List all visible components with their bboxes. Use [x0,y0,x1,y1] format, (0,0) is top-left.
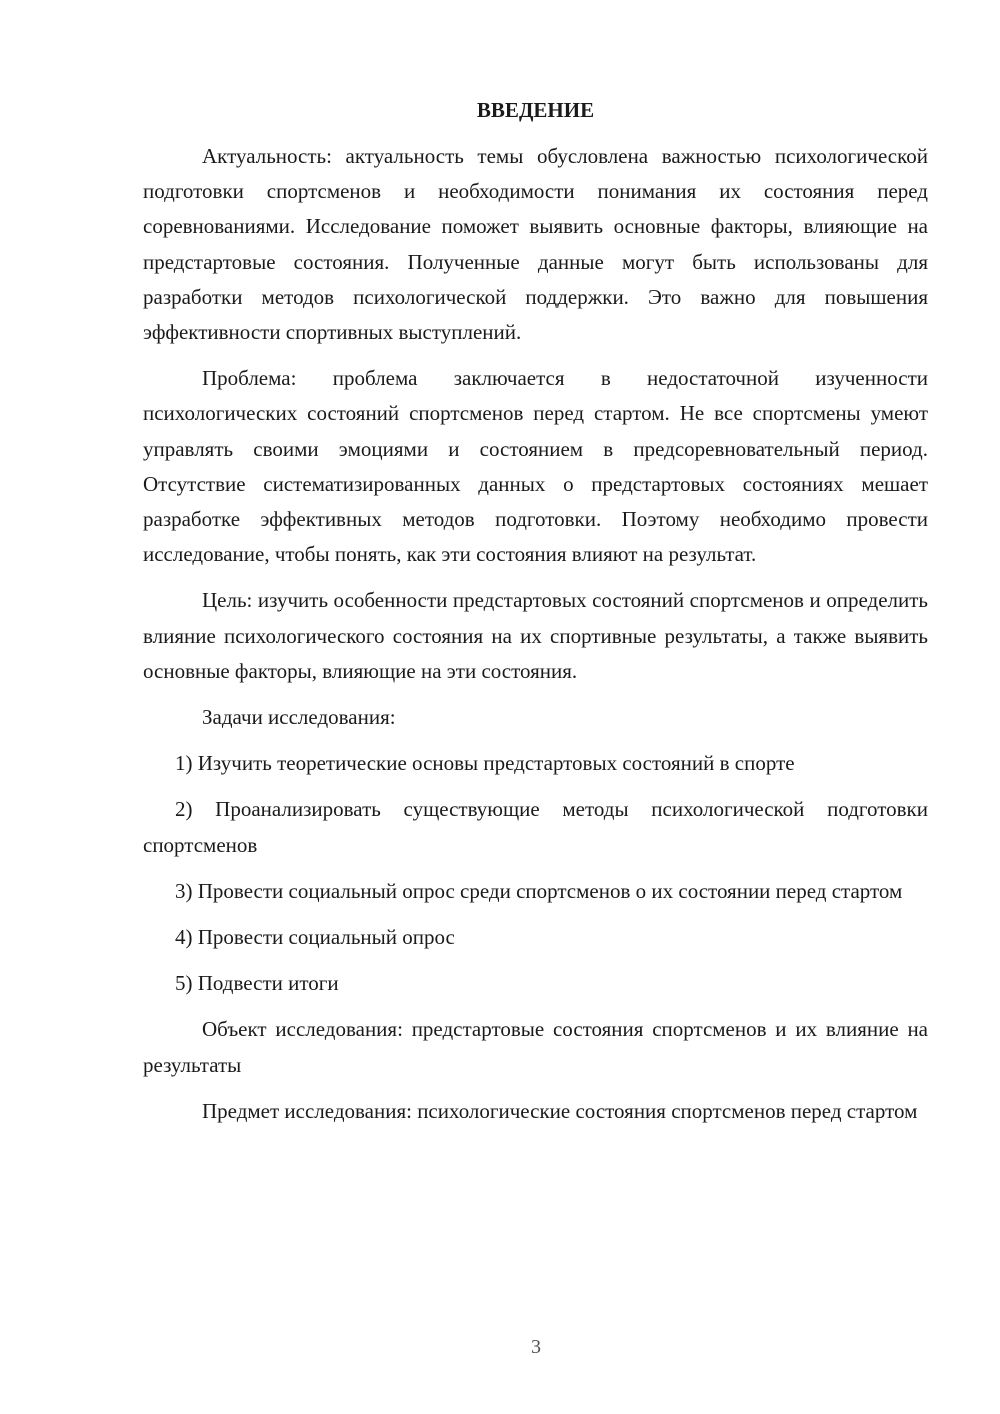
paragraph-goal: Цель: изучить особенности предстартовых состояний спортсменов и определить влияние психологического состояния на их спортивные результаты, а также выявить основные факторы, влияющие на эти состояния. [143,588,928,683]
paragraph-tasks-heading: Задачи исследования: [202,705,396,730]
list-item: 5) Подвести итоги [175,971,339,996]
paragraph-relevance: Актуальность: актуальность темы обусловлена важностью психологической подготовки спортсменов и необходимости понимания их состояния перед соревнованиями. Исследование поможет выявить основные факторы, влияющие на предстартовые состояния. Полученные данные могут быть использованы для разработки методов психологической поддержки. Это важно для повышения эффективности спортивных выступлений. [143,144,928,345]
paragraph-subject: Предмет исследования: психологические состояния спортсменов перед стартом [202,1098,918,1123]
list-item: 2) Проанализировать существующие методы психологической подготовки спортсменов [143,797,928,857]
list-item: 3) Провести социальный опрос среди спортсменов о их состоянии перед стартом [175,878,903,903]
page-content [143,93,928,1129]
list-item: 4) Провести социальный опрос [175,925,455,950]
paragraph-object: Объект исследования: предстартовые состояния спортсменов и их влияние на результаты [143,1017,928,1077]
section-heading: ВВЕДЕНИЕ [476,98,595,122]
list-item: 1) Изучить теоретические основы предстартовых состояний в спорте [175,751,795,776]
paragraph-problem: Проблема: проблема заключается в недостаточной изученности психологических состояний спортсменов перед стартом. Не все спортсмены умеют управлять своими эмоциями и состоянием в предсоревновательный период. Отсутствие систематизированных данных о предстартовых состояниях мешает разработке эффективных методов подготовки. Поэтому необходимо провести исследование, чтобы понять, как эти состояния влияют на результат. [143,366,928,567]
page-number: 3 [531,1336,541,1358]
